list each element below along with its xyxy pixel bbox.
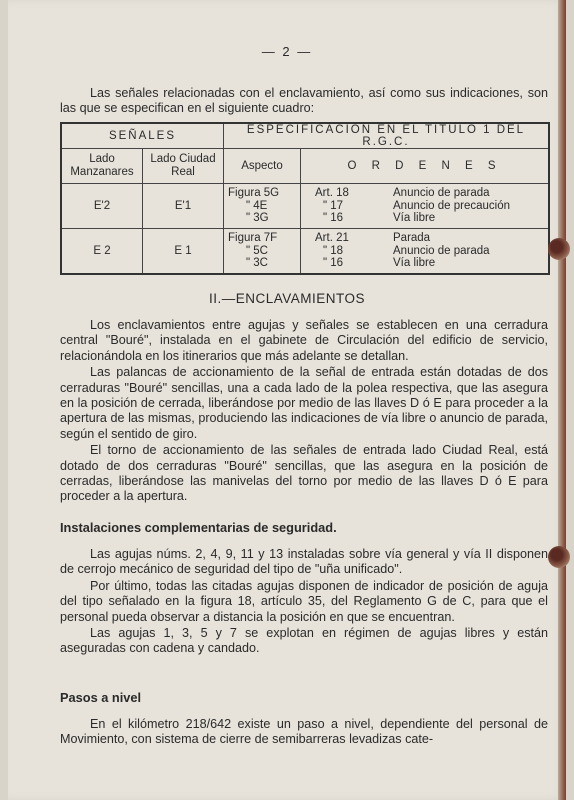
table-row (61, 184, 549, 229)
header-specification: ESPECIFICACION EN EL TITULO 1 DEL R.G.C. (224, 123, 550, 149)
cell-manzanares: E 2 (61, 229, 143, 275)
header-lado-ciudad-real: Lado Ciudad Real (143, 149, 224, 184)
punch-hole (548, 546, 570, 568)
signals-table (60, 122, 550, 275)
paragraph: En el kilómetro 218/642 existe un paso a nivel, dependiente del personal de Movimiento, con sistema de cierre de semibarreras levadizas cate- (60, 717, 548, 747)
header-aspecto: Aspecto (224, 149, 301, 184)
cell-aspecto: Figura 5G " 4E " 3G (224, 184, 301, 229)
page-number: — 2 — (261, 44, 313, 59)
cell-ciudad-real: E'1 (143, 184, 224, 229)
section-title: II.—ENCLAVAMIENTOS (208, 291, 366, 306)
cell-aspecto: Figura 7F " 5C " 3C (224, 229, 301, 275)
paragraph: Por último, todas las citadas agujas disponen de indicador de posición de aguja del tipo señalado en la figura 18, artículo 35, del Reglamento G de C, para que el personal pueda observar a distancia la posición en que se encuentran. (60, 578, 548, 624)
paragraph: El torno de accionamiento de las señales de entrada lado Ciudad Real, está dotado de dos cerraduras "Bouré" sencillas, que las asegura en la posición de cerradas, liberándose las manivelas del torno por medio de las llaves D ó E para proceder a la apertura. (60, 443, 548, 504)
cell-manzanares: E'2 (61, 184, 143, 229)
cell-ordenes: Art. 21 " 18 " 16 Parada Anuncio de parada Vía libre (301, 229, 550, 275)
paragraph: Los enclavamientos entre agujas y señales se establecen en una cerradura central "Bouré", instalada en el gabinete de Circulación del edificio de servicio, relacionándola en los itinerarios que más adelante se detallan. (60, 318, 548, 363)
document-page (8, 0, 566, 800)
subtitle-instalaciones: Instalaciones complementarias de seguridad. (60, 520, 337, 535)
enclavamientos-body (60, 318, 548, 506)
header-senales: SEÑALES (61, 123, 224, 149)
paragraph: Las agujas núms. 2, 4, 9, 11 y 13 instaladas sobre vía general y vía II disponen de cerrojo mecánico de seguridad del tipo de "uña unificado". (60, 547, 548, 577)
subtitle-pasos-a-nivel: Pasos a nivel (60, 690, 142, 705)
paragraph: Las agujas 1, 3, 5 y 7 se explotan en régimen de agujas libres y están aseguradas con cadena y candado. (60, 626, 548, 656)
cell-ordenes: Art. 18 " 17 " 16 Anuncio de parada Anuncio de precaución Vía libre (301, 184, 550, 229)
header-lado-manzanares: Lado Manzanares (61, 149, 143, 184)
intro-paragraph: Las señales relacionadas con el enclavamiento, así como sus indicaciones, son las que se especifican en el siguiente cuadro: (60, 86, 548, 116)
punch-hole (548, 238, 570, 260)
paragraph: Las palancas de accionamiento de la señal de entrada están dotadas de dos cerraduras "Bouré" sencillas, una a cada lado de la polea respectiva, que las asegura en la posición de cerrada, liberándose por medio de las llaves D ó E para proceder a la apertura de las mismas, produciendo las indicaciones de vía libre o anuncio de parada, según el sentido de giro. (60, 365, 548, 441)
page-edge (558, 0, 566, 800)
pasos-body (60, 717, 548, 748)
instalaciones-body (60, 547, 548, 658)
header-ordenes: O R D E N E S (301, 149, 550, 184)
table-row (61, 229, 549, 275)
cell-ciudad-real: E 1 (143, 229, 224, 275)
